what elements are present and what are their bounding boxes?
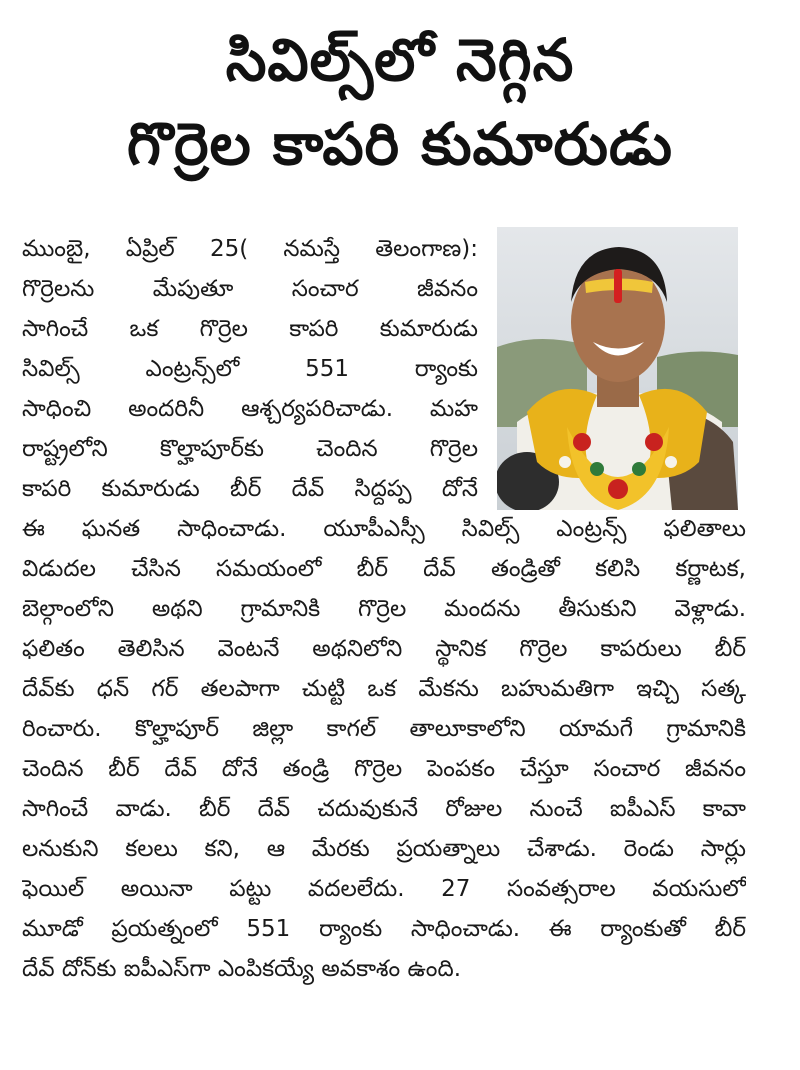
body-line: మూడో ప్రయత్నంలో 551 ర్యాంకు సాధించాడు. ఈ ర్యాంకుతో బీర్: [22, 916, 746, 942]
headline-line-1: సివిల్స్‌లో నెగ్గిన: [225, 26, 575, 94]
body-line: సాధించి అందరినీ ఆశ్చర్యపరిచాడు. మహ: [22, 396, 478, 422]
body-line: సివిల్స్ ఎంట్రన్స్‌లో 551 ర్యాంకు: [22, 356, 478, 382]
body-line: సాగించే ఒక గొర్రెల కాపరి కుమారుడు: [22, 316, 478, 342]
article-body: [22, 229, 746, 989]
body-line: కాపరి కుమారుడు బీర్ దేవ్ సిద్దప్ప దోనే: [22, 476, 478, 502]
body-line: ఫెయిల్ అయినా పట్టు వదలలేదు. 27 సంవత్సరాల వయసులో: [22, 876, 746, 902]
body-line: ఫలితం తెలిసిన వెంటనే అథనిలోని స్థానిక గొర్రెల కాపరులు బీర్: [22, 636, 746, 662]
body-line: లనుకుని కలలు కని, ఆ మేరకు ప్రయత్నాలు చేశాడు. రెండు సార్లు: [22, 836, 746, 862]
body-line: సాగించే వాడు. బీర్ దేవ్ చదువుకునే రోజుల నుంచే ఐపీఎస్ కావా: [22, 796, 746, 822]
body-line: రాష్ట్రలోని కొల్హాపూర్‌కు చెందిన గొర్రెల: [22, 436, 478, 462]
body-line: రించారు. కొల్హాపూర్ జిల్లా కాగల్ తాలూకాలోని యామగే గ్రామానికి: [22, 716, 746, 742]
body-line: దేవ్ దోన్‌కు ఐపీఎస్‌గా ఎంపికయ్యే అవకాశం ఉంది.: [22, 956, 462, 982]
body-line: గొర్రెలను మేపుతూ సంచార జీవనం: [22, 276, 478, 302]
body-line: విడుదల చేసిన సమయంలో బీర్ దేవ్ తండ్రితో కలిసి కర్ణాటక,: [22, 556, 746, 582]
body-line: ముంబై, ఏప్రిల్ 25( నమస్తే తెలంగాణ):: [22, 236, 478, 262]
article-headline: [20, 18, 780, 186]
headline-line-2: గొర్రెల కాపరి కుమారుడు: [127, 110, 673, 178]
body-line: దేవ్‌కు ధన్ గర్ తలపాగా చుట్టి ఒక మేకను బహుమతిగా ఇచ్చి సత్క: [22, 676, 746, 702]
body-line: బెల్గాంలోని అథని గ్రామానికి గొర్రెల మందను తీసుకుని వెళ్లాడు.: [22, 596, 746, 622]
body-line: చెందిన బీర్ దేవ్ దోనే తండ్రి గొర్రెల పెంపకం చేస్తూ సంచార జీవనం: [22, 756, 746, 782]
body-line: ఈ ఘనత సాధించాడు. యూపీఎస్సీ సివిల్స్ ఎంట్రన్స్ ఫలితాలు: [22, 516, 746, 542]
